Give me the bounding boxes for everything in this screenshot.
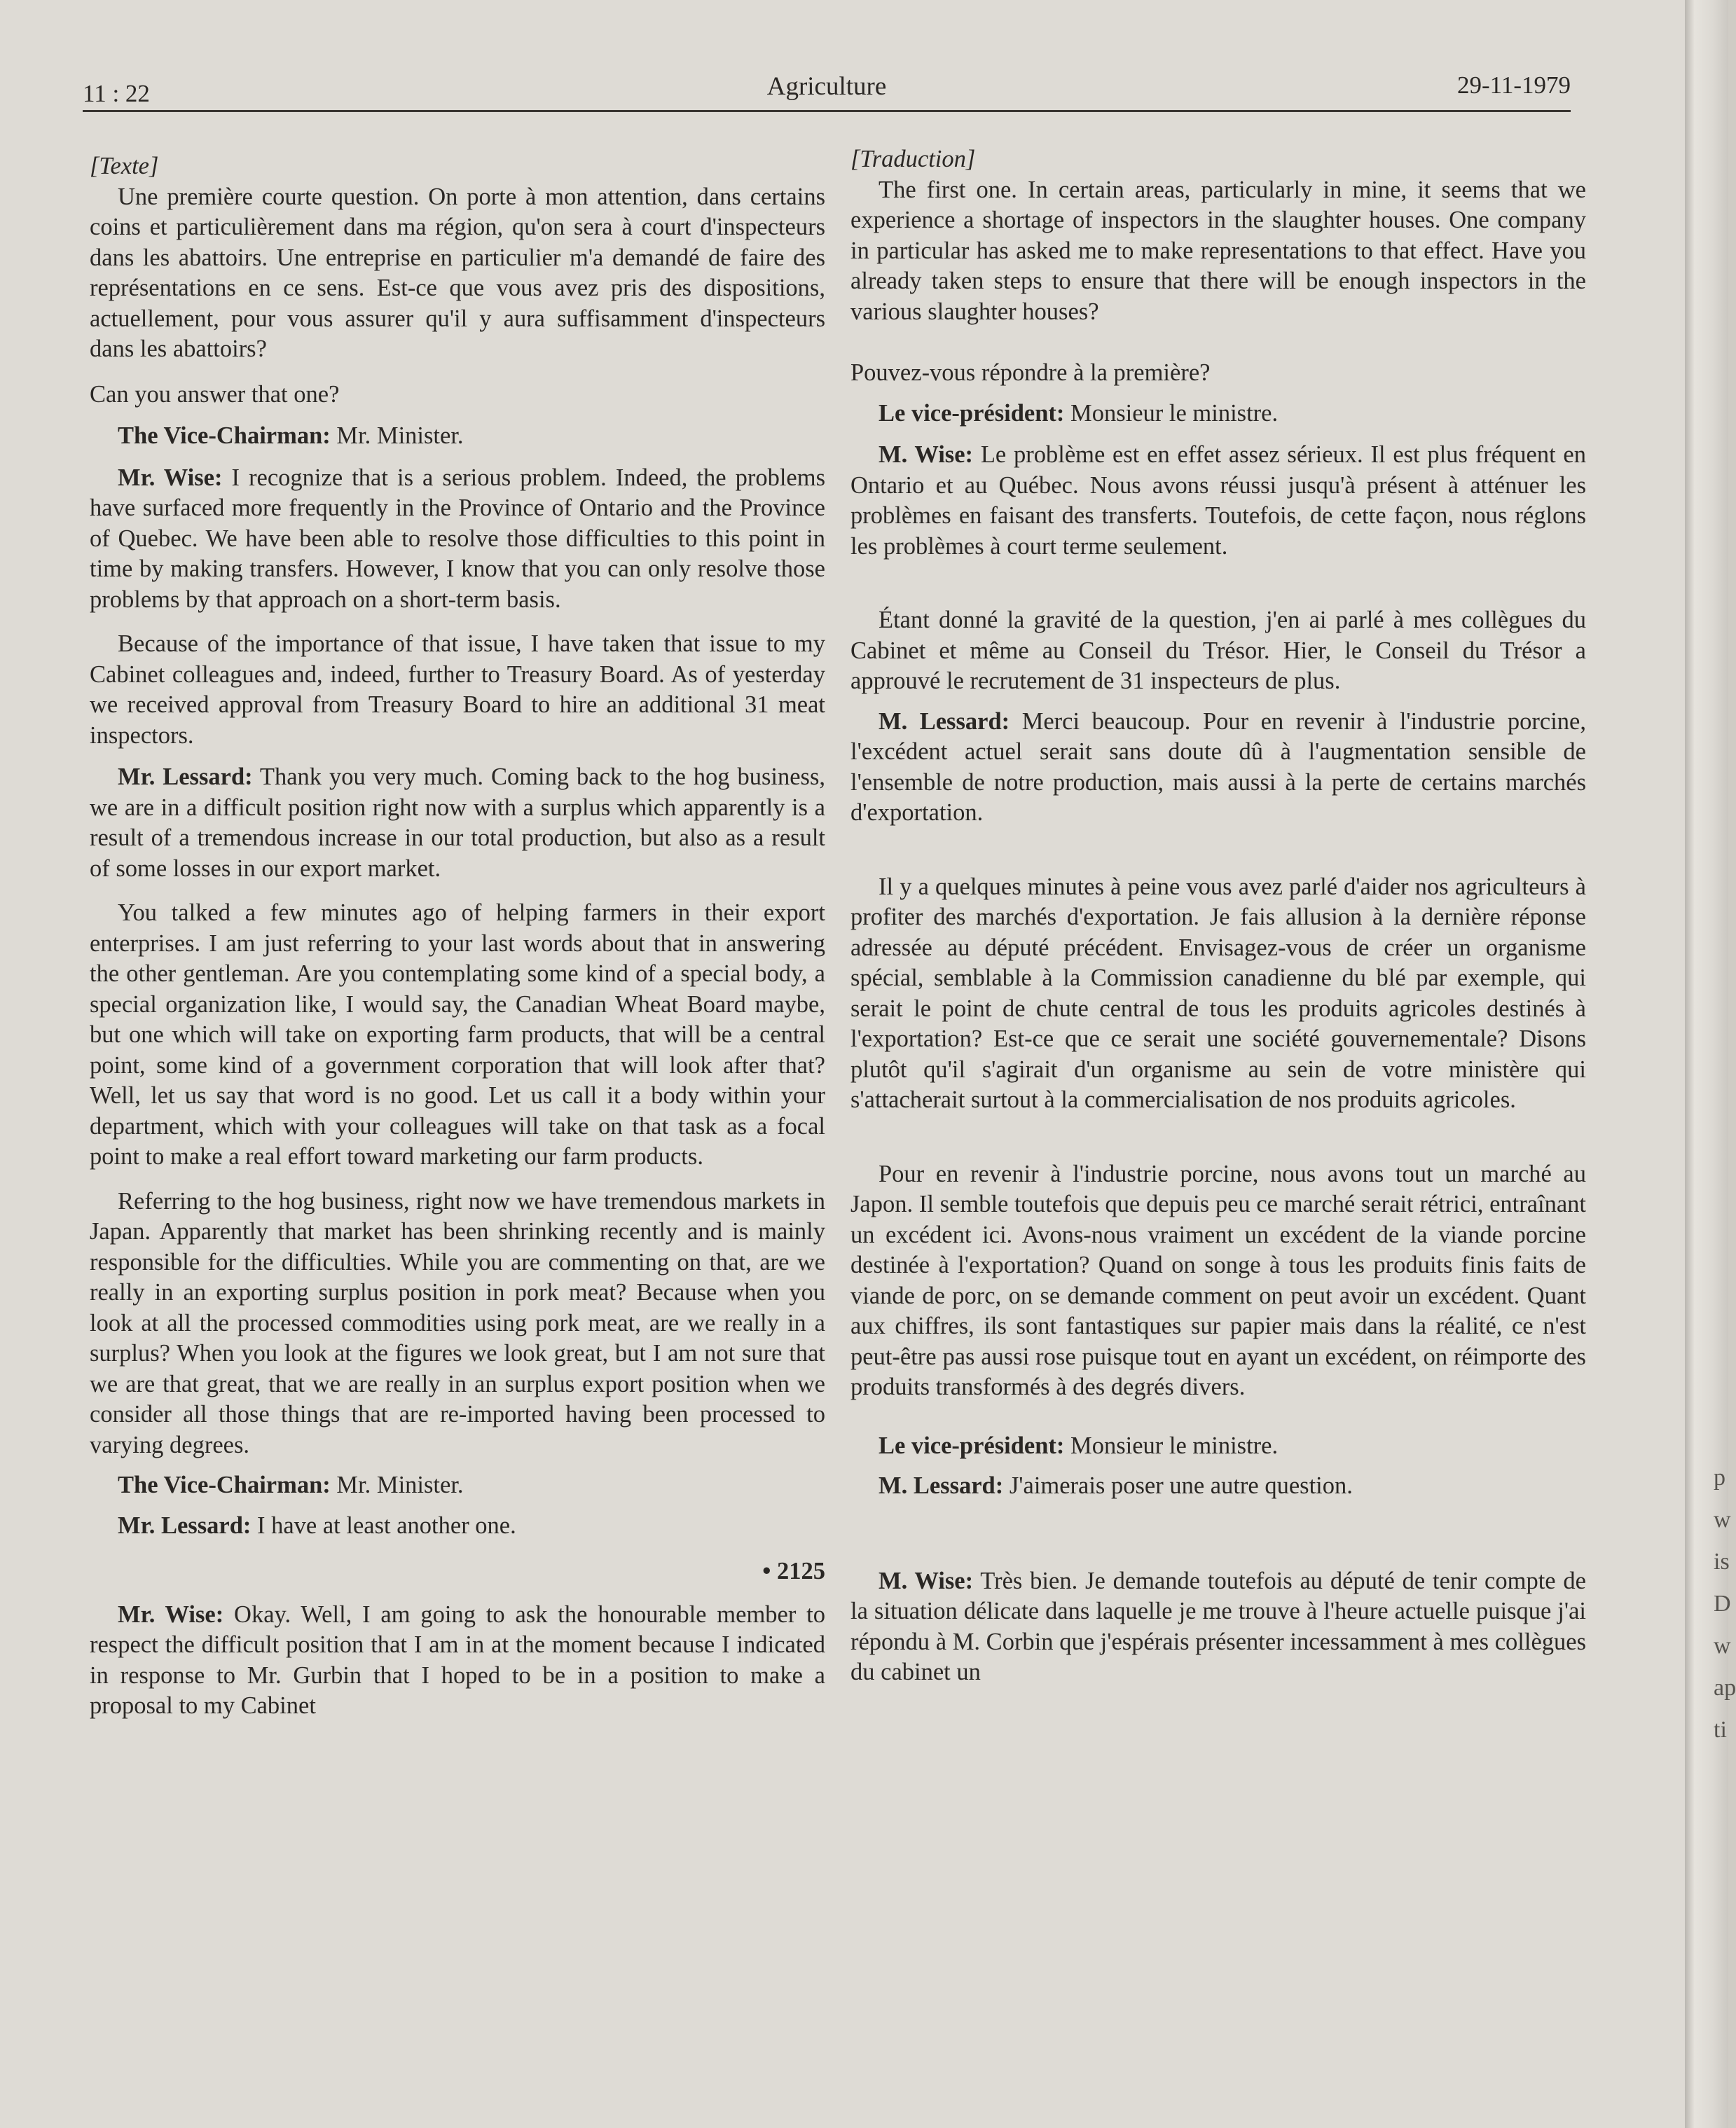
edge-fragment: w: [1714, 1507, 1731, 1533]
speaker-name: Mr. Lessard:: [118, 1512, 252, 1539]
speech-text: Monsieur le ministre.: [1064, 399, 1279, 427]
speaker-paragraph: [850, 440, 1586, 562]
speaker-name: M. Wise:: [879, 441, 974, 468]
paragraph: Une première courte question. On porte à mon attention, dans certains coins et particulièrement dans ma région, qu'on sera à court d'inspecteurs dans les abattoirs. Une entreprise en particulier m'a demandé de faire des représentations en ce sens. Est-ce que vous avez pris des dispositions, actuellement, pour vous assurer qu'il y aura suffisamment d'inspecteurs dans les abattoirs?: [90, 183, 825, 362]
paragraph: The first one. In certain areas, particularly in mine, it seems that we experience a shortage of inspectors in the slaughter houses. One company in particular has asked me to make representations to that effect. Have you already taken steps to ensure that there will be enough inspectors in the various slaughter houses?: [850, 176, 1586, 325]
speech-text: Très bien. Je demande toutefois au député de tenir compte de la situation délicate dans laquelle je me trouve à l'heure actuelle puisque j'ai répondu à M. Corbin que j'espérais présenter incessamment à mes collègues du cabinet un: [850, 1567, 1586, 1685]
speaker-name: Mr. Wise:: [118, 1601, 224, 1628]
speaker-paragraph: [90, 463, 825, 616]
edge-fragment: ap: [1714, 1675, 1736, 1701]
speech-text: Merci beaucoup. Pour en revenir à l'industrie porcine, l'excédent actuel serait sans doute dû à l'augmentation sensible de l'ensemble de notre production, mais aussi à la perte de certains marchés d'exportation.: [850, 707, 1586, 826]
running-title: Agriculture: [766, 72, 887, 101]
speaker-name: M. Lessard:: [879, 1472, 1004, 1499]
page-reference: 11 : 22: [83, 80, 150, 107]
speech-text: J'aimerais poser une autre question.: [1003, 1472, 1353, 1499]
page-header: [83, 71, 1571, 113]
speech-text: Mr. Minister.: [330, 422, 464, 449]
speech-text: I recognize that is a serious problem. Indeed, the problems have surfaced more frequently in the Province of Ontario and the Province of Quebec. We have been able to resolve those difficulties to this point in time by making transfers. However, I know that you can only resolve those problems by that approach on a short-term basis.: [90, 464, 826, 613]
next-page-text-fragments: [1714, 1457, 1736, 1751]
speaker-name: The Vice-Chairman:: [118, 1472, 331, 1498]
speaker-name: M. Lessard:: [879, 707, 1010, 735]
speaker-paragraph: [90, 1600, 825, 1722]
next-page-edge: [1685, 0, 1736, 2128]
edge-fragment: ti: [1714, 1717, 1727, 1743]
speaker-paragraph: [90, 421, 825, 452]
paragraph: Pour en revenir à l'industrie porcine, nous avons tout un marché au Japon. Il semble toutefois que depuis peu ce marché serait rétrici, entraînant un excédent ici. Avons-nous vraiment un excédent de la viande porcine destinée à l'exportation? Quand on songe à tous les produits finis faits de viande de porc, on se demande comment on peut avoir un excédent. Quant aux chiffres, ils sont fantastiques sur papier mais dans la réalité, ce n'est peut-être pas aussi rose puisque tout en ayant un excédent, on réimporte des produits transformés à des degrés divers.: [850, 1160, 1586, 1400]
speaker-name: M. Wise:: [879, 1567, 974, 1594]
paragraph: Referring to the hog business, right now we have tremendous markets in Japan. Apparently that market has been shrinking recently and is mainly responsible for the difficulties. While you are commenting on that, are we really in an exporting surplus position in pork meat? Because when you look at all the processed commodities using pork meat, are we really in a surplus? When you look at the figures we look great, but I am not sure that we are that great, that we are really in an surplus export position when we consider all those things that are re-imported having been processed to varying degrees.: [90, 1187, 825, 1458]
header-date: 29-11-1979: [1456, 71, 1571, 99]
speaker-paragraph: [90, 1511, 825, 1542]
speech-text: Okay. Well, I am going to ask the honourable member to respect the difficult position that I am in at the moment because I indicated in response to Mr. Gurbin that I hoped to be in a position to make a proposal to my Cabinet: [90, 1601, 825, 1719]
speaker-name: Mr. Lessard:: [118, 764, 253, 790]
speech-text: Mr. Minister.: [330, 1472, 464, 1498]
speaker-name: The Vice-Chairman:: [118, 422, 331, 449]
speaker-name: Le vice-président:: [879, 1432, 1065, 1459]
speaker-paragraph: [850, 1566, 1586, 1688]
paragraph: Étant donné la gravité de la question, j'en ai parlé à mes collègues du Cabinet et même au Conseil du Trésor. Hier, le Conseil du Trésor a approuvé le recrutement de 31 inspecteurs de plus.: [850, 607, 1586, 694]
paragraph: You talked a few minutes ago of helping farmers in their export enterprises. I am just referring to your last words about that in answering the other gentleman. Are you contemplating some kind of a special body, a special organization like, I would say, the Canadian Wheat Board maybe, but one which will take on exporting farm products, that will be a central point, some kind of a government corporation that will look after that? Well, let us say that word is no good. Let us call it a body within your department, which with your colleagues will take on that task as a focal point to make a real effort toward marketing our farm products.: [90, 899, 825, 1170]
edge-fragment: D: [1714, 1591, 1731, 1617]
paragraph: Il y a quelques minutes à peine vous avez parlé d'aider nos agriculteurs à profiter des marchés d'exportation. Je fais allusion à la dernière réponse adressée au député précédent. Envisagez-vous de créer un organisme spécial, semblable à la Commission canadienne du blé par exemple, qui serait le point de chute central de tous les produits agricoles destinés à l'exportation? Est-ce que ce serait une société gouvernementale? Disons plutôt qu'il s'agirait d'un organisme au sein de votre ministère qui s'attacherait surtout à la commercialisation de nos produits agricoles.: [850, 873, 1586, 1113]
english-column: [90, 151, 825, 1722]
speech-text: Monsieur le ministre.: [1064, 1432, 1279, 1459]
french-column: [850, 144, 1586, 1688]
speech-text: Le problème est en effet assez sérieux. Il est plus fréquent en Ontario et au Québec. Nous avons réussi jusqu'à présent à atténuer les problèmes en faisant des transferts. Toutefois, de cette façon, nous réglons les problèmes à court terme seulement.: [850, 441, 1586, 560]
edge-fragment: w: [1714, 1633, 1731, 1659]
speech-text: Thank you very much. Coming back to the hog business, we are in a difficult position right now with a surplus which apparently is a result of a tremendous increase in our total production, but also as a result of some losses in our export market.: [90, 764, 825, 882]
speech-text: I have at least another one.: [251, 1512, 516, 1539]
edge-fragment: p: [1714, 1465, 1725, 1491]
speaker-paragraph: [90, 762, 825, 884]
speaker-paragraph: [850, 399, 1586, 429]
time-marker: • 2125: [762, 1558, 825, 1584]
header-rule: [83, 110, 1571, 112]
paragraph: Pouvez-vous répondre à la première?: [850, 359, 1211, 386]
edge-fragment: is: [1714, 1549, 1730, 1575]
section-tag: [Traduction]: [850, 146, 976, 172]
speaker-paragraph: [90, 1470, 825, 1501]
speaker-paragraph: [850, 707, 1586, 829]
paragraph: Can you answer that one?: [90, 380, 340, 408]
speaker-paragraph: [850, 1471, 1586, 1502]
section-tag: [Texte]: [90, 153, 159, 179]
speaker-paragraph: [850, 1431, 1586, 1462]
paragraph: Because of the importance of that issue, I have taken that issue to my Cabinet colleagues and, indeed, further to Treasury Board. As of yesterday we received approval from Treasury Board to hire an additional 31 meat inspectors.: [90, 630, 825, 749]
speaker-name: Le vice-président:: [879, 399, 1065, 427]
speaker-name: Mr. Wise:: [118, 464, 223, 491]
